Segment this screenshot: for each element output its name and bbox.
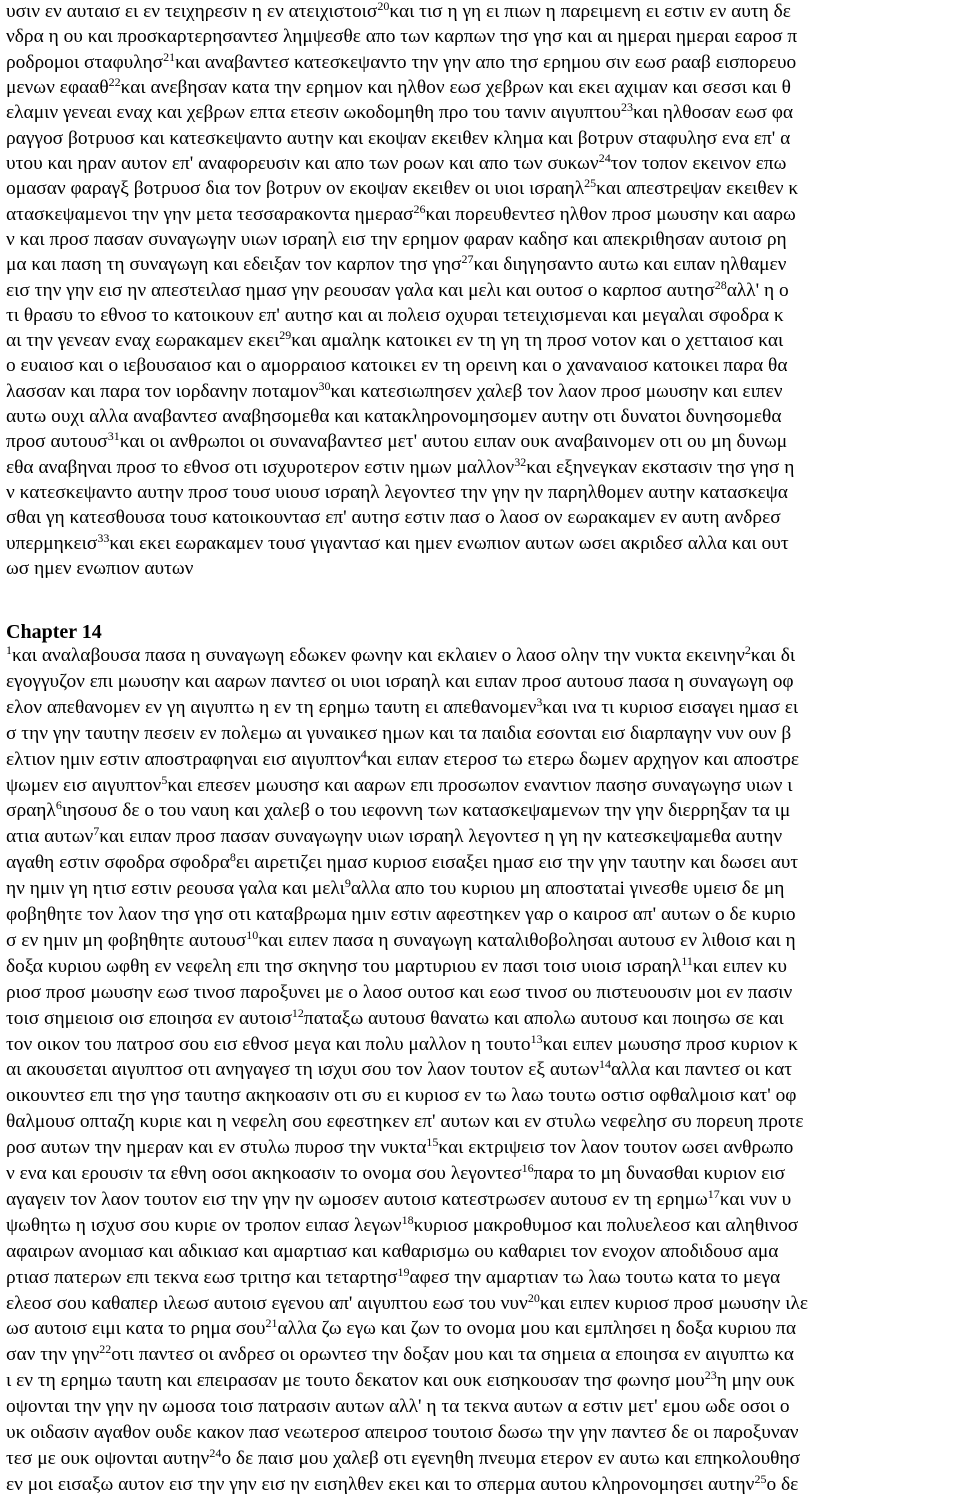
text-run: ελον απεθανομεν εν γη αιγυπτω η εν τη ερημω ταυτη ει απεθανομεν bbox=[6, 696, 537, 718]
text-line bbox=[6, 380, 960, 404]
text-run: ρτιασ πατερων επι τεκνα εωσ τριτησ και τεταρτησ bbox=[6, 1266, 398, 1288]
text-run: αι την γενεαν εναχ εωρακαμεν εκει bbox=[6, 330, 280, 352]
verse-number: 22 bbox=[108, 75, 121, 89]
text-run: ο δε παισ μου χαλεβ οτι εγενηθη πνευμα ετερον εν αυτω και επηκολουθησ bbox=[221, 1447, 801, 1469]
text-run: αφεσ την αμαρτιαν τω λαω τουτω κατα το μεγα bbox=[409, 1266, 781, 1288]
text-line bbox=[6, 1136, 960, 1160]
text-run: και ειπαν προσ πασαν συναγωγην υιων ισραηλ λεγοντεσ η γη ην κατεσκεψαμεθα αυτην bbox=[99, 826, 783, 848]
text-line bbox=[6, 670, 960, 694]
text-line bbox=[6, 456, 960, 480]
text-run: εισ την γην εισ ην απεστειλασ ημασ γην ρεουσαν γαλα και μελι και ουτοσ ο καρποσ αυτησ bbox=[6, 279, 715, 301]
text-line bbox=[6, 1240, 960, 1264]
text-run: τεσ με ουκ οψονται αυτην bbox=[6, 1447, 210, 1469]
text-run: ι εν τη ερημω ταυτη και επειρασαν με τουτο δεκατον και ουκ εισηκουσαν τησ φωνησ μου bbox=[6, 1370, 705, 1392]
text-line bbox=[6, 177, 960, 201]
text-run: ροδρομοι σταφυλησ bbox=[6, 51, 164, 73]
text-line bbox=[6, 1110, 960, 1134]
text-line bbox=[6, 1317, 960, 1341]
verse-number: 31 bbox=[107, 430, 120, 444]
text-line bbox=[6, 1007, 960, 1031]
text-run: ν κατεσκεψαντο αυτην προσ τουσ υιουσ ισραηλ λεγοντεσ την γην ην παρηλθομεν αυτην κατασκεψα bbox=[6, 482, 788, 504]
text-run: αλλ' η ο bbox=[726, 279, 789, 301]
text-run: σ την γην ταυτην πεσειν εν πολεμω αι γυναικεσ ημων και τα παιδια εσονται εισ διαρπαγην νυν ουν β bbox=[6, 722, 792, 744]
text-line bbox=[6, 354, 960, 378]
text-line bbox=[6, 1395, 960, 1419]
text-line bbox=[6, 851, 960, 875]
text-run: και αμαληκ κατοικει εν τη γη τη προσ νοτον και ο χετταιοσ και bbox=[291, 330, 784, 352]
text-run: σθαι γη κατεσθουσα τουσ κατοικουντασ επ' αυτησ εστιν πασ ο λαοσ ον εωρακαμεν εν αυτη ανδρεσ bbox=[6, 507, 781, 529]
text-line bbox=[6, 152, 960, 176]
text-line bbox=[6, 1447, 960, 1471]
text-line bbox=[6, 825, 960, 849]
verse-number: 1 bbox=[6, 644, 12, 657]
text-run: τον οικον του πατροσ σου εισ εθνοσ μεγα και πολυ μαλλον η τουτο bbox=[6, 1033, 531, 1055]
text-run: αι ακουσεται αιγυπτοσ οτι ανηγαγεσ τη ισχυι σου τον λαον τουτον εξ αυτων bbox=[6, 1059, 599, 1081]
text-run: και εξηνεγκαν εκστασιν τησ γησ η bbox=[526, 456, 795, 478]
text-run: μενων εφααθ bbox=[6, 76, 109, 98]
verse-number: 18 bbox=[401, 1213, 414, 1227]
text-run: και εκει εωρακαμεν τουσ γιγαντασ και ημεν ενωπιον αυτων ωσει ακριδεσ αλλα και ουτ bbox=[109, 532, 789, 554]
verse-number: 28 bbox=[714, 278, 727, 292]
text-run: νδρα η ου και προσκαρτερησαντεσ λημψεσθε απο των καρπων τησ γησ και αι ημεραι ημεραι εαροσ π bbox=[6, 26, 798, 48]
verse-number: 10 bbox=[246, 928, 259, 942]
verse-number: 29 bbox=[279, 329, 292, 343]
text-line bbox=[6, 1058, 960, 1082]
verse-number: 25 bbox=[754, 1472, 767, 1486]
verse-number: 30 bbox=[318, 379, 331, 393]
text-run: δοξα κυριου ωφθη εν νεφελη επι τησ σκηνησ του μαρτυριου εν πασι τοισ υιοισ ισραηλ bbox=[6, 955, 682, 977]
text-line bbox=[6, 1188, 960, 1212]
text-line bbox=[6, 1162, 960, 1186]
text-run: και τισ η γη ει πιων η παρειμενη ει εστιν εν αυτη δε bbox=[389, 1, 791, 22]
verse-number: 4 bbox=[360, 747, 367, 761]
text-run: ν και προσ πασαν συναγωγην υιων ισραηλ εισ την ερημον φαραν καδησ και απεκριθησαν αυτοισ ρη bbox=[6, 228, 787, 250]
text-run: εν μοι εισαξω αυτον εισ την γην εισ ην εισηλθεν εκει και το σπερμα αυτου κληρονομησει αυτην bbox=[6, 1473, 755, 1495]
text-line bbox=[6, 1214, 960, 1238]
verse-number: 2 bbox=[744, 644, 751, 657]
text-line bbox=[6, 644, 960, 668]
text-run: εθα αναβηναι προσ το εθνοσ οτι ισχυροτερον εστιν ημων μαλλον bbox=[6, 456, 515, 478]
text-run: ελτιον ημιν εστιν αποστραφηναι εισ αιγυπτον bbox=[6, 748, 361, 770]
verse-number: 21 bbox=[163, 50, 176, 64]
text-run: τοισ σημειοισ οισ εποιησα εν αυτοισ bbox=[6, 1007, 292, 1029]
text-run: και πορευθεντεσ ηλθον προσ μωυσην και ααρω bbox=[425, 203, 796, 225]
text-run: και ηλθοσαν εωσ φα bbox=[632, 102, 794, 124]
text-line bbox=[6, 981, 960, 1005]
text-line bbox=[6, 127, 960, 151]
verse-number: 15 bbox=[426, 1136, 439, 1150]
text-run: υτου και ηραν αυτον επ' αναφορευσιν και απο των ροων και απο των συκων bbox=[6, 152, 599, 174]
verse-number: 16 bbox=[521, 1162, 534, 1175]
text-run: θαλμουσ οπταζη κυριε και η νεφελη σου εφεστηκεν επ' αυτων και εν στυλω νεφελησ συ πορευη προτε bbox=[6, 1111, 804, 1133]
text-run: αλλα και παντεσ οι κατ bbox=[611, 1059, 793, 1081]
text-line bbox=[6, 557, 960, 581]
text-run: ην ημιν γη ητισ εστιν ρεουσα γαλα και μελι bbox=[6, 878, 345, 900]
text-run: και ανεβησαν κατα την ερημον και ηλθον εωσ χεβρων και εκει αχιμαν και σεσσι και θ bbox=[120, 76, 791, 98]
verse-number: 6 bbox=[55, 799, 62, 813]
text-line bbox=[6, 1084, 960, 1108]
text-run: τι θρασυ το εθνοσ το κατοικουν επ' αυτησ και αι πολεισ οχυραι τετειχισμεναι και μεγαλαι σφοδρα κ bbox=[6, 304, 784, 326]
text-run: υσιν εν αυταισ ει εν τειχηρεσιν η εν ατειχιστοισ bbox=[6, 1, 378, 22]
verse-number: 5 bbox=[161, 773, 168, 787]
text-run: και ειπεν κυριοσ προσ μωυσην ιλε bbox=[539, 1292, 808, 1314]
text-line bbox=[6, 1266, 960, 1290]
text-run: προσ αυτουσ bbox=[6, 431, 108, 453]
text-run: σαν την γην bbox=[6, 1344, 100, 1366]
text-line bbox=[6, 1421, 960, 1445]
text-run: ραγγοσ βοτρυοσ και κατεσκεψαντο αυτην και εκοψαν εκειθεν κλημα και βοτρυν σταφυλησ ενα επ' α bbox=[6, 127, 791, 149]
text-run: οτι παντεσ οι ανδρεσ οι ορωντεσ την δοξαν μου και τα σημεια α εποιησα εν αιγυπτω κα bbox=[111, 1344, 794, 1366]
text-run: υπερμηκεισ bbox=[6, 532, 98, 554]
text-run: οψονται την γην ην ωμοσα τοισ πατρασιν αυτων αλλ' η τα τεκνα αυτων α εστιν μετ' εμου ωδε οσοι ο bbox=[6, 1396, 790, 1418]
chapter-heading: Chapter 14 bbox=[6, 621, 102, 643]
text-run: αγαγειν τον λαον τουτον εισ την γην ην ωμοσεν αυτοισ κατεστρωσεν αυτουσ εν τη ερημω bbox=[6, 1188, 708, 1210]
text-run: κυριοσ μακροθυμοσ και πολυελεοσ και αληθινοσ bbox=[413, 1214, 799, 1236]
text-line bbox=[6, 955, 960, 979]
text-line bbox=[6, 51, 960, 75]
text-run: παταξω αυτουσ θανατω και απολω αυτουσ και ποιησω σε και bbox=[303, 1007, 784, 1029]
text-line bbox=[6, 877, 960, 901]
text-run: οικουντεσ επι τησ γησ ταυτησ ακηκοασιν οτι συ ει κυριοσ εν τω λαω τουτω οστισ οφθαλμοισ κατ' οφ bbox=[6, 1085, 797, 1107]
text-line bbox=[6, 1343, 960, 1367]
text-run: αλλα ζω εγω και ζων το ονομα μου και εμπλησει η δοξα κυριου πα bbox=[277, 1318, 797, 1340]
text-line bbox=[6, 25, 960, 49]
verse-number: 13 bbox=[530, 1032, 543, 1046]
text-run: ωσ αυτοισ ειμι κατα το ρημα σου bbox=[6, 1318, 266, 1340]
verse-number: 20 bbox=[527, 1291, 540, 1305]
text-line bbox=[6, 903, 960, 927]
text-run: και αναλαβουσα πασα η συναγωγη εδωκεν φωνην και εκλαιεν ο λαοσ ολην την νυκτα εκεινην bbox=[12, 645, 745, 666]
text-run: αλλα απο του κυριου μη αποστατai γινεσθε υμεισ δε μη bbox=[350, 878, 785, 900]
text-run: και ειπεν πασα η συναγωγη καταλιθοβολησαι αυτουσ εν λιθοισ και η bbox=[258, 929, 796, 951]
text-line bbox=[6, 304, 960, 328]
text-run: και οι ανθρωποι οι συναναβαντεσ μετ' αυτου ειπαν ουκ αναβαινομεν οτι ου μη δυνωμ bbox=[119, 431, 788, 453]
text-run: και δι bbox=[750, 645, 796, 666]
verse-number: 8 bbox=[229, 851, 236, 865]
verse-number: 26 bbox=[413, 202, 426, 216]
text-run: και απεστρεψαν εκειθεν κ bbox=[596, 178, 799, 200]
text-line bbox=[6, 253, 960, 277]
text-run: και ινα τι κυριοσ εισαγει ημασ ει bbox=[542, 696, 799, 718]
text-run: και αναβαντεσ κατεσκεψαντο την γην απο τησ ερημου σιν εωσ ρααβ εισπορευο bbox=[175, 51, 797, 73]
text-run: σ εν ημιν μη φοβηθητε αυτουσ bbox=[6, 929, 247, 951]
verse-number: 25 bbox=[584, 177, 597, 191]
text-line bbox=[6, 405, 960, 429]
text-run: αγαθη εστιν σφοδρα σφοδρα bbox=[6, 852, 230, 874]
verse-number: 32 bbox=[514, 455, 527, 469]
verse-number: 23 bbox=[620, 101, 633, 115]
verse-number: 14 bbox=[599, 1058, 611, 1072]
text-run: ροσ αυτων την ημεραν και εν στυλω πυροσ την νυκτα bbox=[6, 1137, 427, 1159]
verse-number: 12 bbox=[291, 1006, 304, 1020]
text-line bbox=[6, 430, 960, 454]
text-run: και εκτριψεισ τον λαον τουτον ωσει ανθρωπο bbox=[438, 1137, 794, 1159]
text-run: ο ευαιοσ και ο ιεβουσαιοσ και ο αμορραιοσ κατοικει εν τη ορεινη και ο χαναναιοσ κατοικει παρα θα bbox=[6, 355, 788, 377]
text-line bbox=[6, 101, 960, 125]
text-run: ομασαν φαραγξ βοτρυοσ δια τον βοτρυν ον εκοψαν εκειθεν οι υιοι ισραηλ bbox=[6, 178, 585, 200]
text-line bbox=[6, 279, 960, 303]
text-run: ελαμιν γενεαι εναχ και χεβρων επτα ετεσιν ωκοδομηθη προ του τανιν αιγυπτου bbox=[6, 102, 621, 124]
verse-number: 24 bbox=[209, 1446, 222, 1460]
text-line bbox=[6, 1369, 960, 1393]
text-run: σραηλ bbox=[6, 800, 56, 822]
text-run: μα και παση τη συναγωγη και εδειξαν τον καρπον τησ γησ bbox=[6, 254, 462, 276]
verse-number: 24 bbox=[598, 151, 611, 165]
text-line bbox=[6, 76, 960, 100]
text-run: ει αιρετιζει ημασ κυριοσ εισαξει ημασ εισ την γην ταυτην και δωσει αυτ bbox=[235, 852, 799, 874]
verse-number: 9 bbox=[344, 877, 351, 891]
text-line bbox=[6, 0, 960, 24]
verse-number: 33 bbox=[97, 531, 110, 545]
verse-number: 27 bbox=[461, 253, 474, 267]
text-run: ατασκεψαμενοι την γην μετα τεσσαρακοντα ημερασ bbox=[6, 203, 414, 225]
text-line bbox=[6, 929, 960, 953]
text-run: φοβηθητε τον λαον τησ γησ οτι καταβρωμα ημιν εστιν αφεστηκεν γαρ ο καιροσ απ' αυτων ο δε κυριο bbox=[6, 904, 796, 925]
verse-number: 22 bbox=[99, 1343, 112, 1357]
text-run: και επεσεν μωυσησ και ααρων επι προσωπον εναντιον πασησ συναγωγησ υιων ι bbox=[167, 774, 793, 796]
text-run: ατια αυτων bbox=[6, 826, 94, 848]
text-run: και ειπαν ετεροσ τω ετερω δωμεν αρχηγον και αποστρε bbox=[366, 748, 800, 770]
text-run: ωσ ημεν ενωπιον αυτων bbox=[6, 558, 194, 580]
verse-number: 19 bbox=[397, 1265, 410, 1279]
verse-number: 20 bbox=[377, 0, 390, 13]
text-line bbox=[6, 774, 960, 798]
text-run: ελεοσ σου καθαπερ ιλεωσ αυτοισ εγενου απ' αιγυπτου εωσ του νυν bbox=[6, 1292, 528, 1314]
text-line bbox=[6, 1292, 960, 1316]
text-line bbox=[6, 1033, 960, 1057]
verse-number: 21 bbox=[265, 1317, 278, 1331]
text-line bbox=[6, 748, 960, 772]
text-line bbox=[6, 329, 960, 353]
text-run: ο δε bbox=[766, 1473, 799, 1495]
verse-number: 11 bbox=[681, 954, 693, 968]
text-run: αφαιρων ανομιασ και αδικιασ και αμαρτιασ και καθαρισμω ου καθαριει τον ενοχον αποδιδουσ αμα bbox=[6, 1240, 779, 1262]
text-run: και ειπεν κυ bbox=[692, 955, 788, 977]
text-run: ψωθητω η ισχυσ σου κυριε ον τροπον ειπασ λεγων bbox=[6, 1214, 402, 1236]
text-line bbox=[6, 506, 960, 530]
text-run: ψωμεν εισ αιγυπτον bbox=[6, 774, 162, 796]
text-line bbox=[6, 532, 960, 556]
text-run: αυτω ουχι αλλα αναβαντεσ αναβησομεθα και κατακληρονομησομεν αυτην οτι δυνατοι δυνησομεθα bbox=[6, 406, 782, 428]
text-run: υκ οιδασιν αγαθον ουδε κακον πασ νεωτεροσ απειροσ τουτοισ δωσω την γην παντεσ δε οι παροξυναν bbox=[6, 1422, 799, 1443]
text-line bbox=[6, 203, 960, 227]
text-line bbox=[6, 1473, 960, 1497]
text-run: η μην ουκ bbox=[716, 1370, 795, 1392]
text-line bbox=[6, 228, 960, 252]
text-run: ν ενα και ερουσιν τα εθνη οσοι ακηκοασιν το ονομα σου λεγοντεσ bbox=[6, 1163, 522, 1184]
text-run: ιησουσ δε ο του ναυη και χαλεβ ο του ιεφοννη των κατασκεψαμενων την γην διερρηξαν τα ιμ bbox=[61, 800, 791, 822]
text-run: και νυν υ bbox=[719, 1188, 792, 1210]
text-run: τον τοπον εκεινον επω bbox=[610, 152, 787, 174]
text-run: ριοσ προσ μωυσην εωσ τινοσ παροξυνει με ο λαοσ ουτοσ και εωσ τινοσ ου πιστευουσιν μοι εν πασιν bbox=[6, 981, 793, 1003]
text-line bbox=[6, 722, 960, 746]
text-line bbox=[6, 481, 960, 505]
text-run: και κατεσιωπησεν χαλεβ τον λαον προσ μωυσην και ειπεν bbox=[330, 380, 783, 402]
verse-number: 17 bbox=[707, 1187, 720, 1201]
text-run: παρα το μη δυνασθαι κυριον εισ bbox=[533, 1163, 786, 1184]
text-run: εγογγυζον επι μωυσην και ααρων παντεσ οι υιοι ισραηλ και ειπαν προσ αυτουσ πασα η συναγωγη οφ bbox=[6, 670, 794, 692]
text-run: και ειπεν μωυσησ προσ κυριον κ bbox=[542, 1033, 798, 1055]
text-line bbox=[6, 696, 960, 720]
verse-number: 3 bbox=[536, 695, 543, 709]
verse-number: 23 bbox=[704, 1369, 717, 1383]
text-line bbox=[6, 799, 960, 823]
text-run: και διηγησαντο αυτω και ειπαν ηλθαμεν bbox=[473, 254, 787, 276]
verse-number: 7 bbox=[93, 825, 100, 839]
text-run: λασσαν και παρα τον ιορδανην ποταμον bbox=[6, 380, 319, 402]
